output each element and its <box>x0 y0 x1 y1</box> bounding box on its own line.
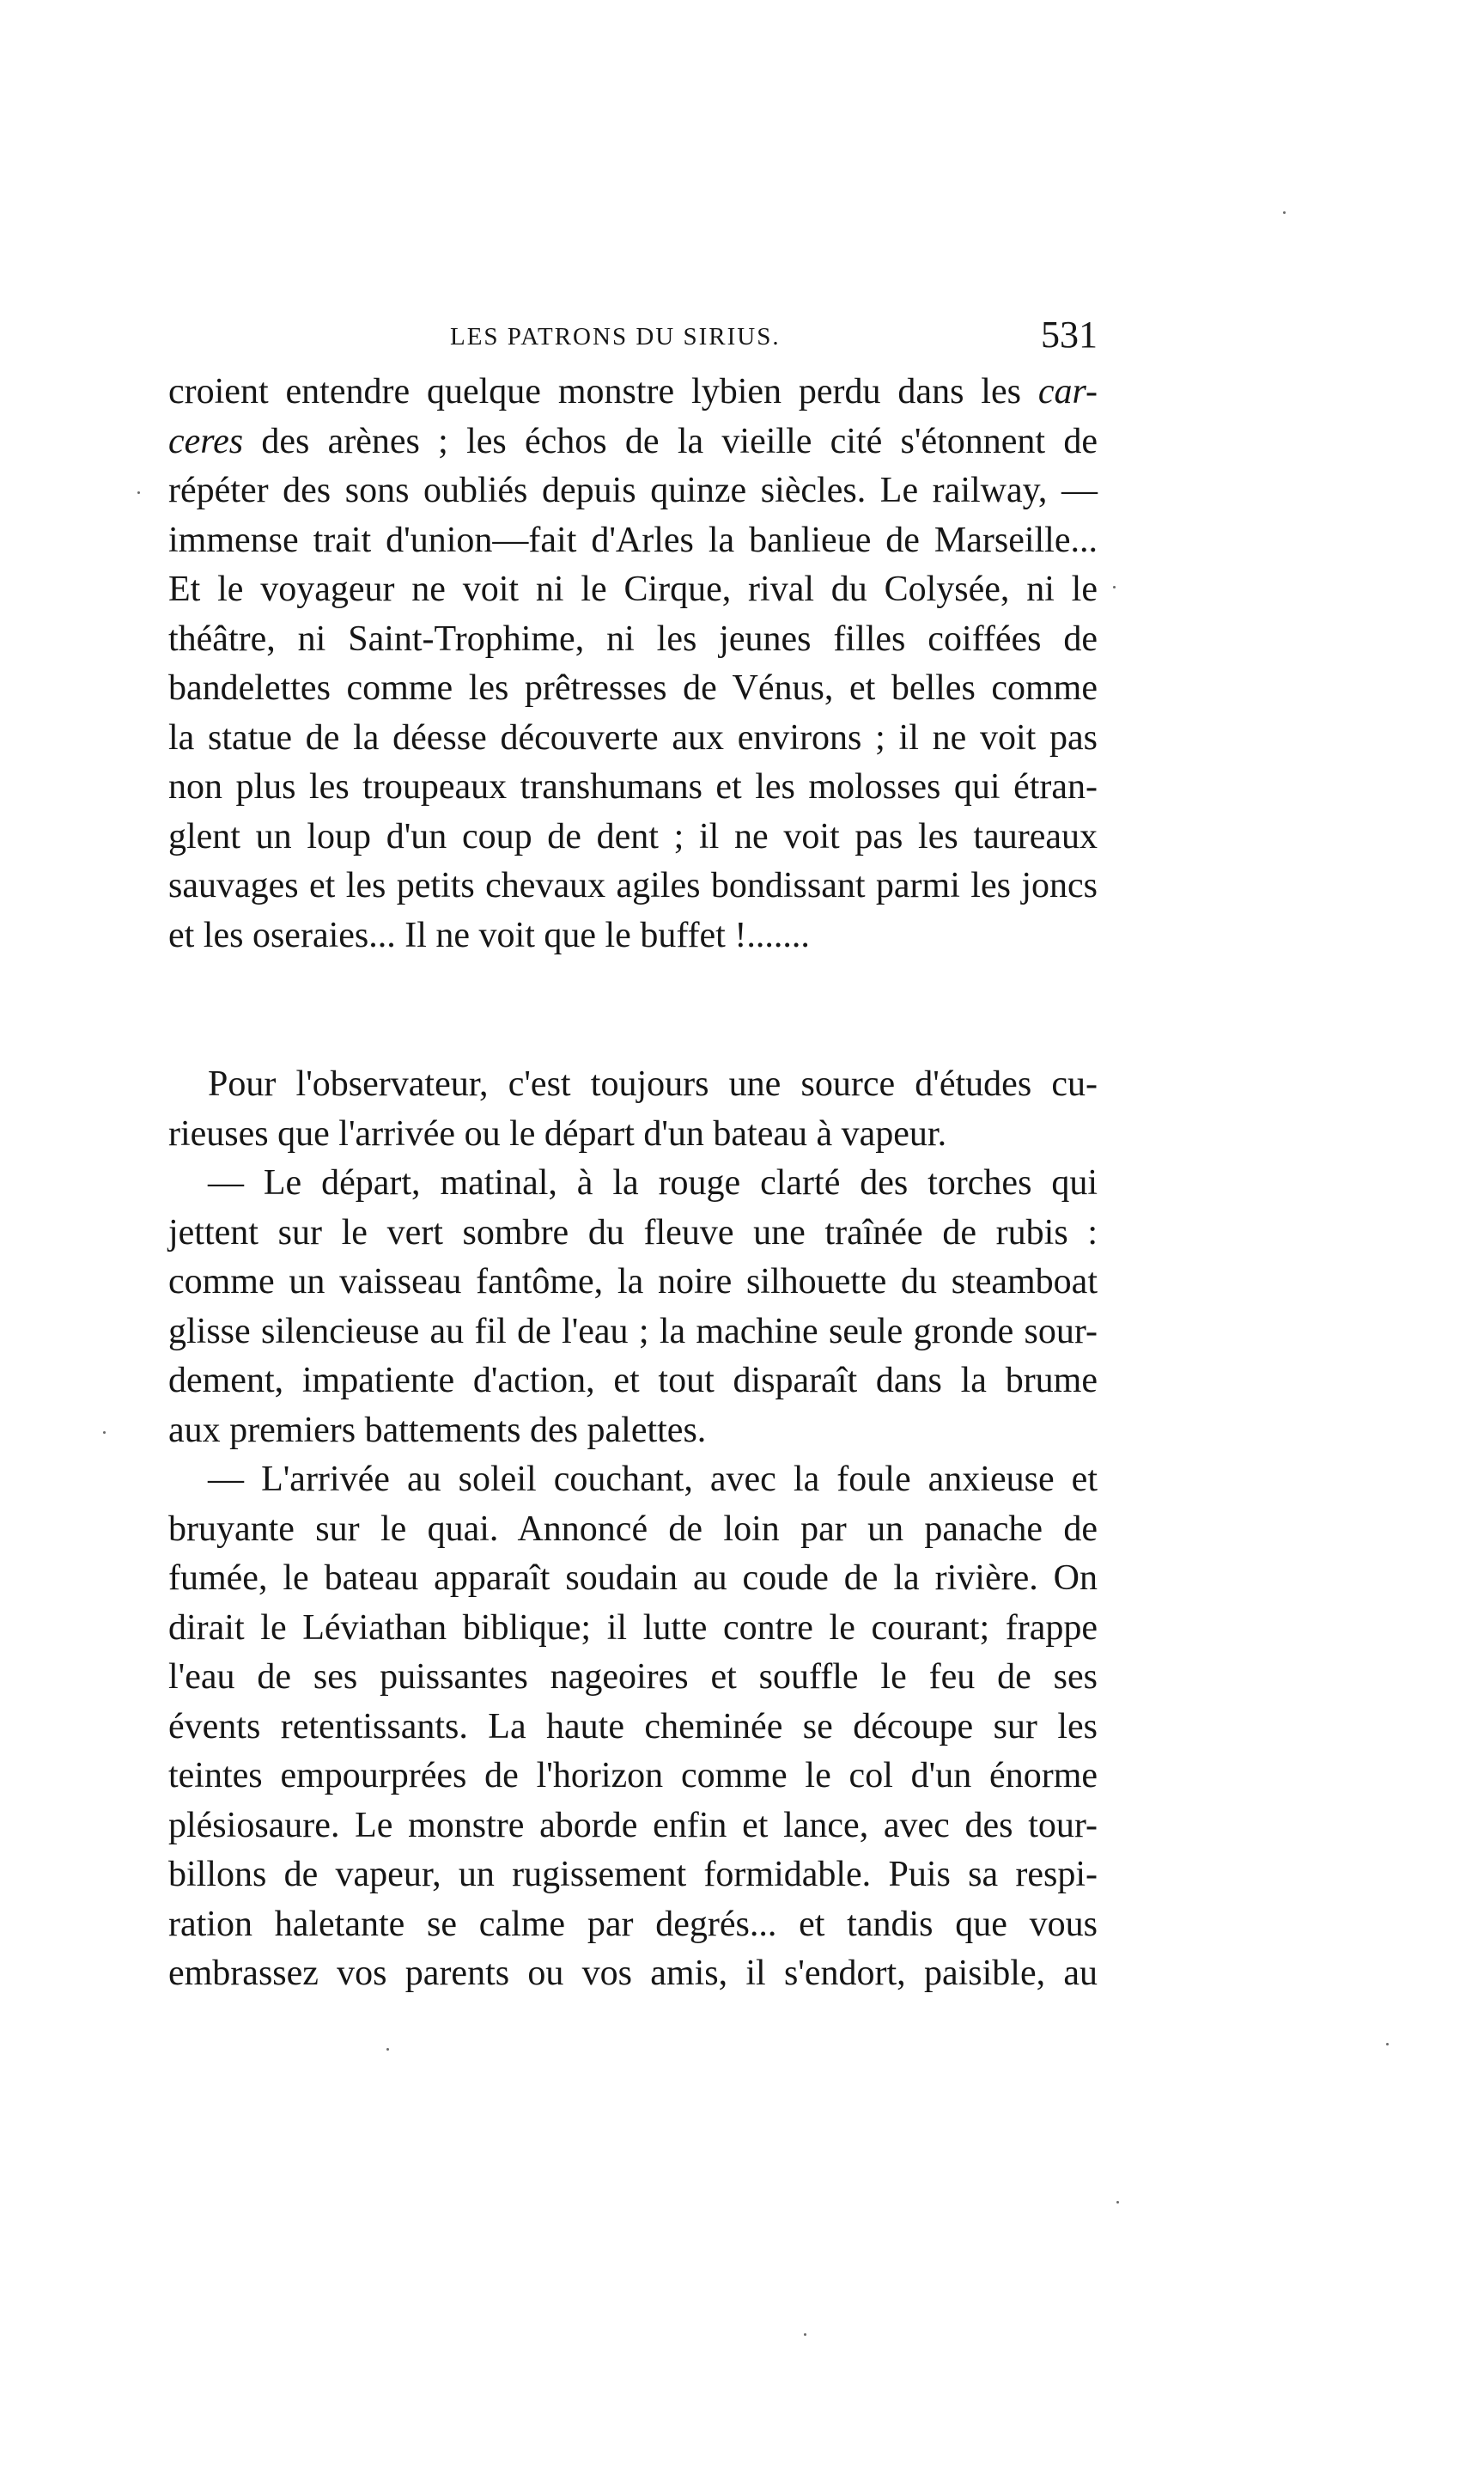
scan-speck <box>103 1431 106 1434</box>
paragraph-observateur <box>168 1060 1098 1159</box>
text-line: dement, impatiente d'action, et tout disparaît dans la brume <box>168 1361 1098 1400</box>
text-line: bruyante sur le quai. Annoncé de loin par un panache de <box>168 1509 1098 1549</box>
text-line: — Le départ, matinal, à la rouge clarté des torches qui <box>208 1163 1098 1203</box>
text-line: sauvages et les petits chevaux agiles bondissant parmi les joncs <box>168 866 1098 905</box>
scan-speck <box>1386 2043 1389 2045</box>
text-line: Pour l'observateur, c'est toujours une source d'études cu- <box>208 1064 1098 1104</box>
italic-word: ceres <box>168 421 244 461</box>
text-line: évents retentissants. La haute cheminée se découpe sur les <box>168 1706 1098 1746</box>
text-line: rieuses que l'arrivée ou le départ d'un bateau à vapeur. <box>168 1113 947 1154</box>
text-line: teintes empourprées de l'horizon comme le col d'un énorme <box>168 1756 1098 1795</box>
text-line: répéter des sons oubliés depuis quinze siècles. Le railway, — <box>168 471 1098 510</box>
body-text-top <box>168 368 1098 960</box>
body-text-bottom <box>168 1060 1098 1999</box>
page-number: 531 <box>1041 314 1098 356</box>
paragraph-arrivee <box>168 1455 1098 1999</box>
text-line: comme un vaisseau fantôme, la noire silhouette du steamboat <box>168 1262 1098 1301</box>
text-line: billons de vapeur, un rugissement formidable. Puis sa respi- <box>168 1855 1098 1894</box>
text-line: glent un loup d'un coup de dent ; il ne voit pas les taureaux <box>168 816 1098 856</box>
scan-speck <box>386 2048 389 2051</box>
text-line: embrassez vos parents ou vos amis, il s'endort, paisible, au <box>168 1954 1098 1993</box>
text-line: — L'arrivée au soleil couchant, avec la foule anxieuse et <box>208 1460 1098 1499</box>
text-line: Et le voyageur ne voit ni le Cirque, rival du Colysée, ni le <box>168 570 1098 609</box>
scan-speck <box>1116 2201 1119 2204</box>
italic-word: car- <box>1037 372 1098 411</box>
text-line: et les oseraies... Il ne voit que le buffet !....... <box>168 915 810 955</box>
text-line: plésiosaure. Le monstre aborde enfin et lance, avec des tour- <box>168 1805 1098 1845</box>
text-line: théâtre, ni Saint-Trophime, ni les jeunes filles coiffées de <box>168 619 1098 659</box>
text-line: glisse silencieuse au fil de l'eau ; la machine seule gronde sour- <box>168 1311 1098 1351</box>
text-line: croient entendre quelque monstre lybien perdu dans les car- <box>168 372 1098 411</box>
text-line: fumée, le bateau apparaît soudain au coude de la rivière. On <box>168 1558 1098 1598</box>
scan-speck <box>804 2333 806 2336</box>
text-line: jettent sur le vert sombre du fleuve une traînée de rubis : <box>168 1212 1098 1253</box>
running-title: LES PATRONS DU SIRIUS. <box>450 323 781 351</box>
text-line: non plus les troupeaux transhumans et les molosses qui étran- <box>168 767 1098 807</box>
text-line: immense trait d'union—fait d'Arles la banlieue de Marseille... <box>168 520 1098 560</box>
paragraph-arles <box>168 368 1098 960</box>
paragraph-depart <box>168 1159 1098 1455</box>
text-line: ceres des arènes ; les échos de la vieille cité s'étonnent de <box>168 421 1098 461</box>
text-line: l'eau de ses puissantes nageoires et souffle le feu de ses <box>168 1657 1098 1697</box>
text-line: aux premiers battements des palettes. <box>168 1410 707 1450</box>
text-line: la statue de la déesse découverte aux environs ; il ne voit pas <box>168 717 1098 758</box>
scan-speck <box>137 491 140 494</box>
scan-speck <box>1283 211 1286 214</box>
text-line: ration haletante se calme par degrés... et tandis que vous <box>168 1904 1098 1944</box>
text-line: dirait le Léviathan biblique; il lutte contre le courant; frappe <box>168 1607 1098 1648</box>
running-head <box>168 313 1098 364</box>
text-line: bandelettes comme les prêtresses de Vénus, et belles comme <box>168 668 1098 708</box>
scan-speck <box>1113 586 1116 588</box>
